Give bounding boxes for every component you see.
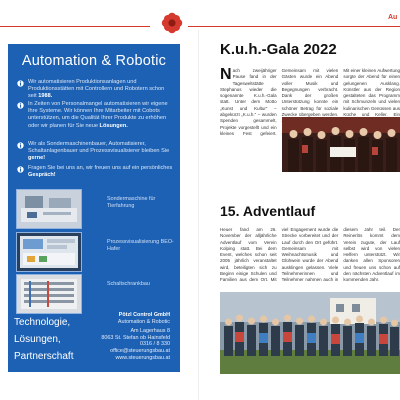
article-dropcap: N bbox=[220, 68, 232, 83]
company-website: www.steuerungsbau.at bbox=[115, 354, 170, 361]
advertisement-panel bbox=[8, 44, 180, 372]
ad-photo-visualization bbox=[16, 232, 82, 272]
slogan-line: Partnerschaft bbox=[14, 351, 74, 362]
ad-bullet bbox=[17, 79, 173, 101]
ad-title: Automation & Robotic bbox=[21, 53, 167, 69]
article-photo-gala-group bbox=[282, 117, 400, 172]
article-text: ach zweijähriger Pause fand in der Tagesweltstätte Stephanus wieder die sogenannte K.u.h.-Gala statt. Unter dem Motto „Kunst und Kultur“ – abgekürzt „K.u.h.“ – wurden Spenden gesammelt, Projekte vorgestellt und ein kleines Fest gefeiert. Gemeinsam mit vielen Gästen wurde ein Abend voller Musik und Begegnungen verbracht. Dank der großen Unterstützung konnte ein schöner Betrag für soziale Zwecke übergeben werden. Mit einer kleinen Aufwertung sorgte der Abend für einen gelungenen Ausklang. Künstler aus der Region gestalteten das Programm mit Schmunzeln und vielen kulinarischen Genüssen aus Küche und Keller. Ein bbox=[220, 68, 400, 136]
ad-bullet bbox=[17, 141, 173, 163]
info-bullet-icon bbox=[17, 166, 24, 173]
slogan-line: Technologie, bbox=[14, 317, 71, 328]
page-gutter bbox=[198, 30, 199, 400]
ad-photo-label: Prozessvisualisierung BEO-Hafer bbox=[107, 239, 174, 252]
company-city: 8063 St. Stefan ob Hainsfeld bbox=[101, 334, 170, 341]
company-email: office@steuerungsbau.at bbox=[110, 347, 170, 354]
ad-photo-switch-cabinet bbox=[16, 274, 82, 314]
article-title-kuh-gala: K.u.h.-Gala 2022 bbox=[220, 41, 337, 58]
ad-bullet-text: In Zeiten von Personalmangel automatisieren wir eigene Ihre Systeme. Wir können Ihre Mitarbeiter mit Cobots unterstützen, um die Qualität Ihrer Produkte zu erhöhen oder wir planen für Sie neue Lösungen. bbox=[28, 101, 168, 129]
company-contact-block bbox=[90, 312, 170, 361]
article-text: Heuer fand am 26. November der alljährliche Adventlauf vom Verein Kolping statt. Bei dem Event, welches schon seit 2005 jährlich veranstaltet wird, beteiligten sich zu Beginn einige Schulen und Familien aus dem Ort. Mit viel Engagement wurde die Strecke vorbereitet und der Lauf durch den Ort geführt. Gemeinsam mit Weihnachtsmusik und Glühwein wurde der Abend ausklingen gelassen. Viele Teilnehmerinnen und Teilnehmer nahmen auch in diesem Jahr teil. Der Reinerlös kommt dem Verein zugute, der Lauf selbst wird von vielen Helfern unterstützt. Wir danken allen Sponsoren und freuen uns schon auf den nächsten Adventlauf im kommenden Jahr. bbox=[220, 227, 400, 283]
ad-photo-special-machine bbox=[16, 189, 82, 229]
article-title-adventlauf: 15. Adventlauf bbox=[220, 203, 316, 219]
ad-photo-label: Sondermaschine für Tierfahrung bbox=[107, 196, 156, 209]
info-bullet-icon bbox=[17, 80, 24, 87]
ad-bullet-text: Wir als Sondermaschinenbauer, Automatisierer, Schaltanlagenbauer und Prozessvisualisierer bleiben Sie gerne! bbox=[28, 141, 170, 162]
article-photo-adventlauf-group bbox=[220, 292, 400, 374]
flower-logo-icon bbox=[160, 11, 184, 35]
company-phone: 0316 / 8 330 bbox=[140, 341, 170, 348]
header-corner-mark: Au bbox=[388, 14, 398, 21]
ad-bullet bbox=[17, 165, 173, 179]
article-body-adventlauf bbox=[220, 227, 400, 287]
header-rule-right bbox=[188, 26, 400, 27]
company-tagline: Automation & Robotic bbox=[117, 318, 170, 325]
header-rule-left bbox=[0, 26, 150, 27]
info-bullet-icon bbox=[17, 142, 24, 149]
ad-bullet-text: Wir automatisieren Produktionsanlagen und Produktionsstätten mit Controllern und Robotern schon seit 1988. bbox=[28, 79, 165, 100]
company-name: Pötzl Control GmbH bbox=[118, 312, 170, 318]
slogan-line: Lösungen, bbox=[14, 334, 61, 345]
info-bullet-icon bbox=[17, 102, 24, 109]
company-street: Am Lagerhaus 8 bbox=[130, 328, 170, 335]
ad-bullet-text: Fragen Sie bei uns an, wir freuen uns auf ein persönliches Gespräch! bbox=[28, 165, 173, 179]
ad-bullet bbox=[17, 101, 173, 130]
ad-photo-label: Schaltschrankbau bbox=[107, 281, 150, 287]
